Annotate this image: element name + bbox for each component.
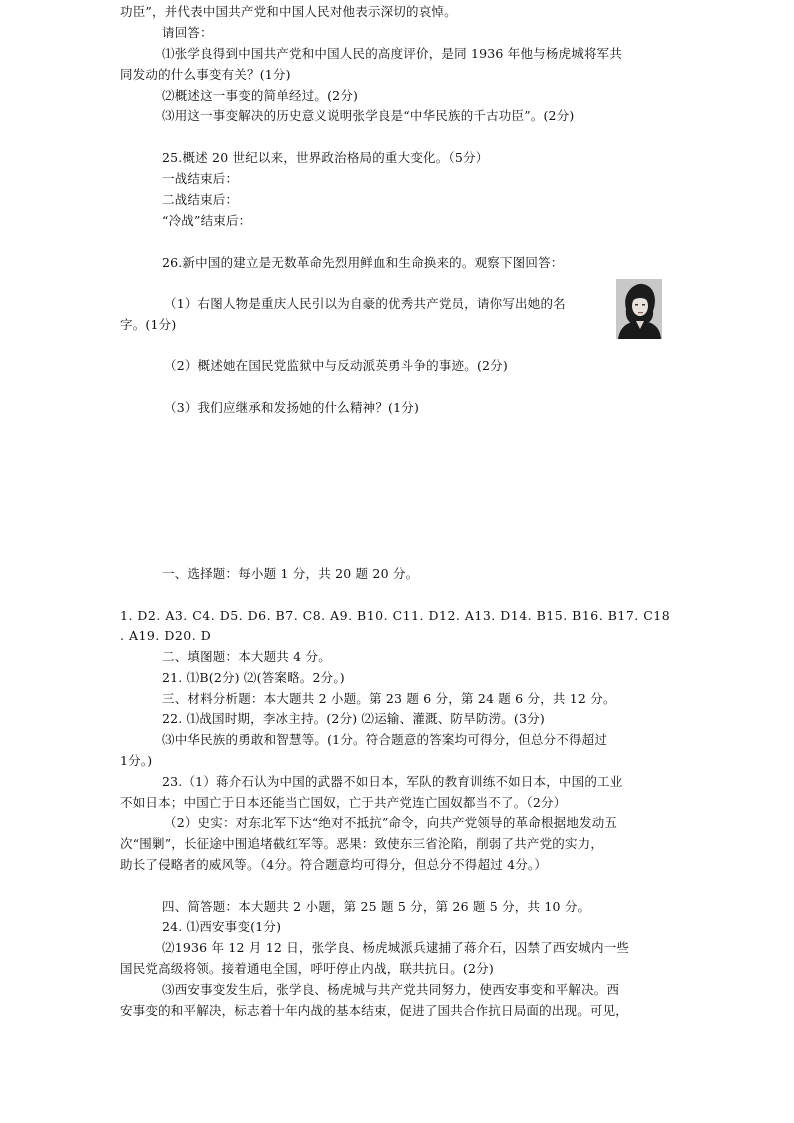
answers-choices-line1: 1. D2. A3. C4. D5. D6. B7. C8. A9. B10. C11. D12. A13. D14. B15. B16. B17. C18	[120, 608, 671, 623]
answer-23-part1-line2: 不如日本；中国亡于日本还能当亡国奴，亡于共产党连亡国奴都当不了。（2分）	[120, 795, 567, 810]
answers-section3-heading: 三、材料分析题：本大题共 2 小题。第 23 题 6 分，第 24 题 6 分，共 12 分。	[162, 691, 616, 706]
q24-part1-line1: ⑴张学良得到中国共产党和中国人民的高度评价，是同 1936 年他与杨虎城将军共	[162, 46, 623, 61]
answer-23-part2-line3: 助长了侵略者的威风等。（4分。符合题意均可得分，但总分不得超过 4分。）	[120, 857, 548, 872]
q24-part1-line2: 同发动的什么事变有关？(1分)	[120, 67, 291, 82]
portrait-icon	[616, 279, 662, 339]
q25-blank-ww1: 一战结束后：	[162, 171, 239, 186]
answer-24-part2-line2: 国民党高级将领。接着通电全国，呼吁停止内战，联共抗日。(2分)	[120, 961, 494, 976]
answer-22-part3-line1: ⑶中华民族的勇敢和智慧等。(1分。符合题意的答案均可得分，但总分不得超过	[162, 732, 608, 747]
answer-23-part2-line1: （2）史实：对东北军下达“绝对不抵抗”命令，向共产党领导的革命根据地发动五	[164, 815, 618, 830]
q25-title: 25.概述 20 世纪以来，世界政治格局的重大变化。（5分）	[162, 150, 489, 165]
answer-23-part1-line1: 23.（1）蒋介石认为中国的武器不如日本，军队的教育训练不如日本，中国的工业	[162, 774, 623, 789]
q25-blank-ww2: 二战结束后：	[162, 192, 239, 207]
answer-24-part1: 24. ⑴西安事变(1分)	[162, 919, 282, 934]
q26-title: 26.新中国的建立是无数革命先烈用鲜血和生命换来的。观察下图回答：	[162, 255, 564, 270]
q24-prompt: 请回答：	[162, 25, 213, 40]
q26-part1-line1: （1）右图人物是重庆人民引以为自豪的优秀共产党员，请你写出她的名	[164, 296, 566, 311]
answer-22-part3-line2: 1分。)	[120, 753, 153, 768]
q24-part3: ⑶用这一事变解决的历史意义说明张学良是“中华民族的千古功臣”。(2分)	[162, 108, 575, 123]
answers-section2-heading: 二、填图题：本大题共 4 分。	[162, 649, 331, 664]
q26-part1-line2: 字。(1分)	[120, 317, 177, 332]
answers-choices-line2: . A19. D20. D	[120, 628, 212, 643]
portrait-photo	[616, 279, 662, 339]
answers-section4-heading: 四、简答题：本大题共 2 小题，第 25 题 5 分，第 26 题 5 分，共 10 分。	[162, 899, 591, 914]
answer-21: 21. ⑴B(2分) ⑵(答案略。2分。)	[162, 670, 345, 685]
q24-intro-line: 功臣”，并代表中国共产党和中国人民对他表示深切的哀悼。	[120, 4, 457, 19]
q26-part3: （3）我们应继承和发扬她的什么精神？(1分)	[164, 400, 420, 415]
answer-23-part2-line2: 次“围剿”，长征途中围追堵截红军等。恶果：致使东三省沦陷，削弱了共产党的实力，	[120, 836, 604, 851]
answer-24-part2-line1: ⑵1936 年 12 月 12 日，张学良、杨虎城派兵逮捕了蒋介石，囚禁了西安城内一些	[162, 940, 630, 955]
answer-24-part3-line1: ⑶西安事变发生后，张学良、杨虎城与共产党共同努力，使西安事变和平解决。西	[162, 982, 620, 997]
answers-section1-heading: 一、选择题：每小题 1 分，共 20 题 20 分。	[162, 566, 419, 581]
q25-blank-coldwar: “冷战”结束后：	[162, 213, 252, 228]
q26-part2: （2）概述她在国民党监狱中与反动派英勇斗争的事迹。(2分)	[164, 358, 508, 373]
answer-24-part3-line2: 安事变的和平解决，标志着十年内战的基本结束，促进了国共合作抗日局面的出现。可见，	[120, 1003, 629, 1018]
answer-22: 22. ⑴战国时期，李冰主持。(2分) ⑵运输、灌溉、防旱防涝。(3分)	[162, 711, 545, 726]
q24-part2: ⑵概述这一事变的简单经过。(2分)	[162, 88, 359, 103]
